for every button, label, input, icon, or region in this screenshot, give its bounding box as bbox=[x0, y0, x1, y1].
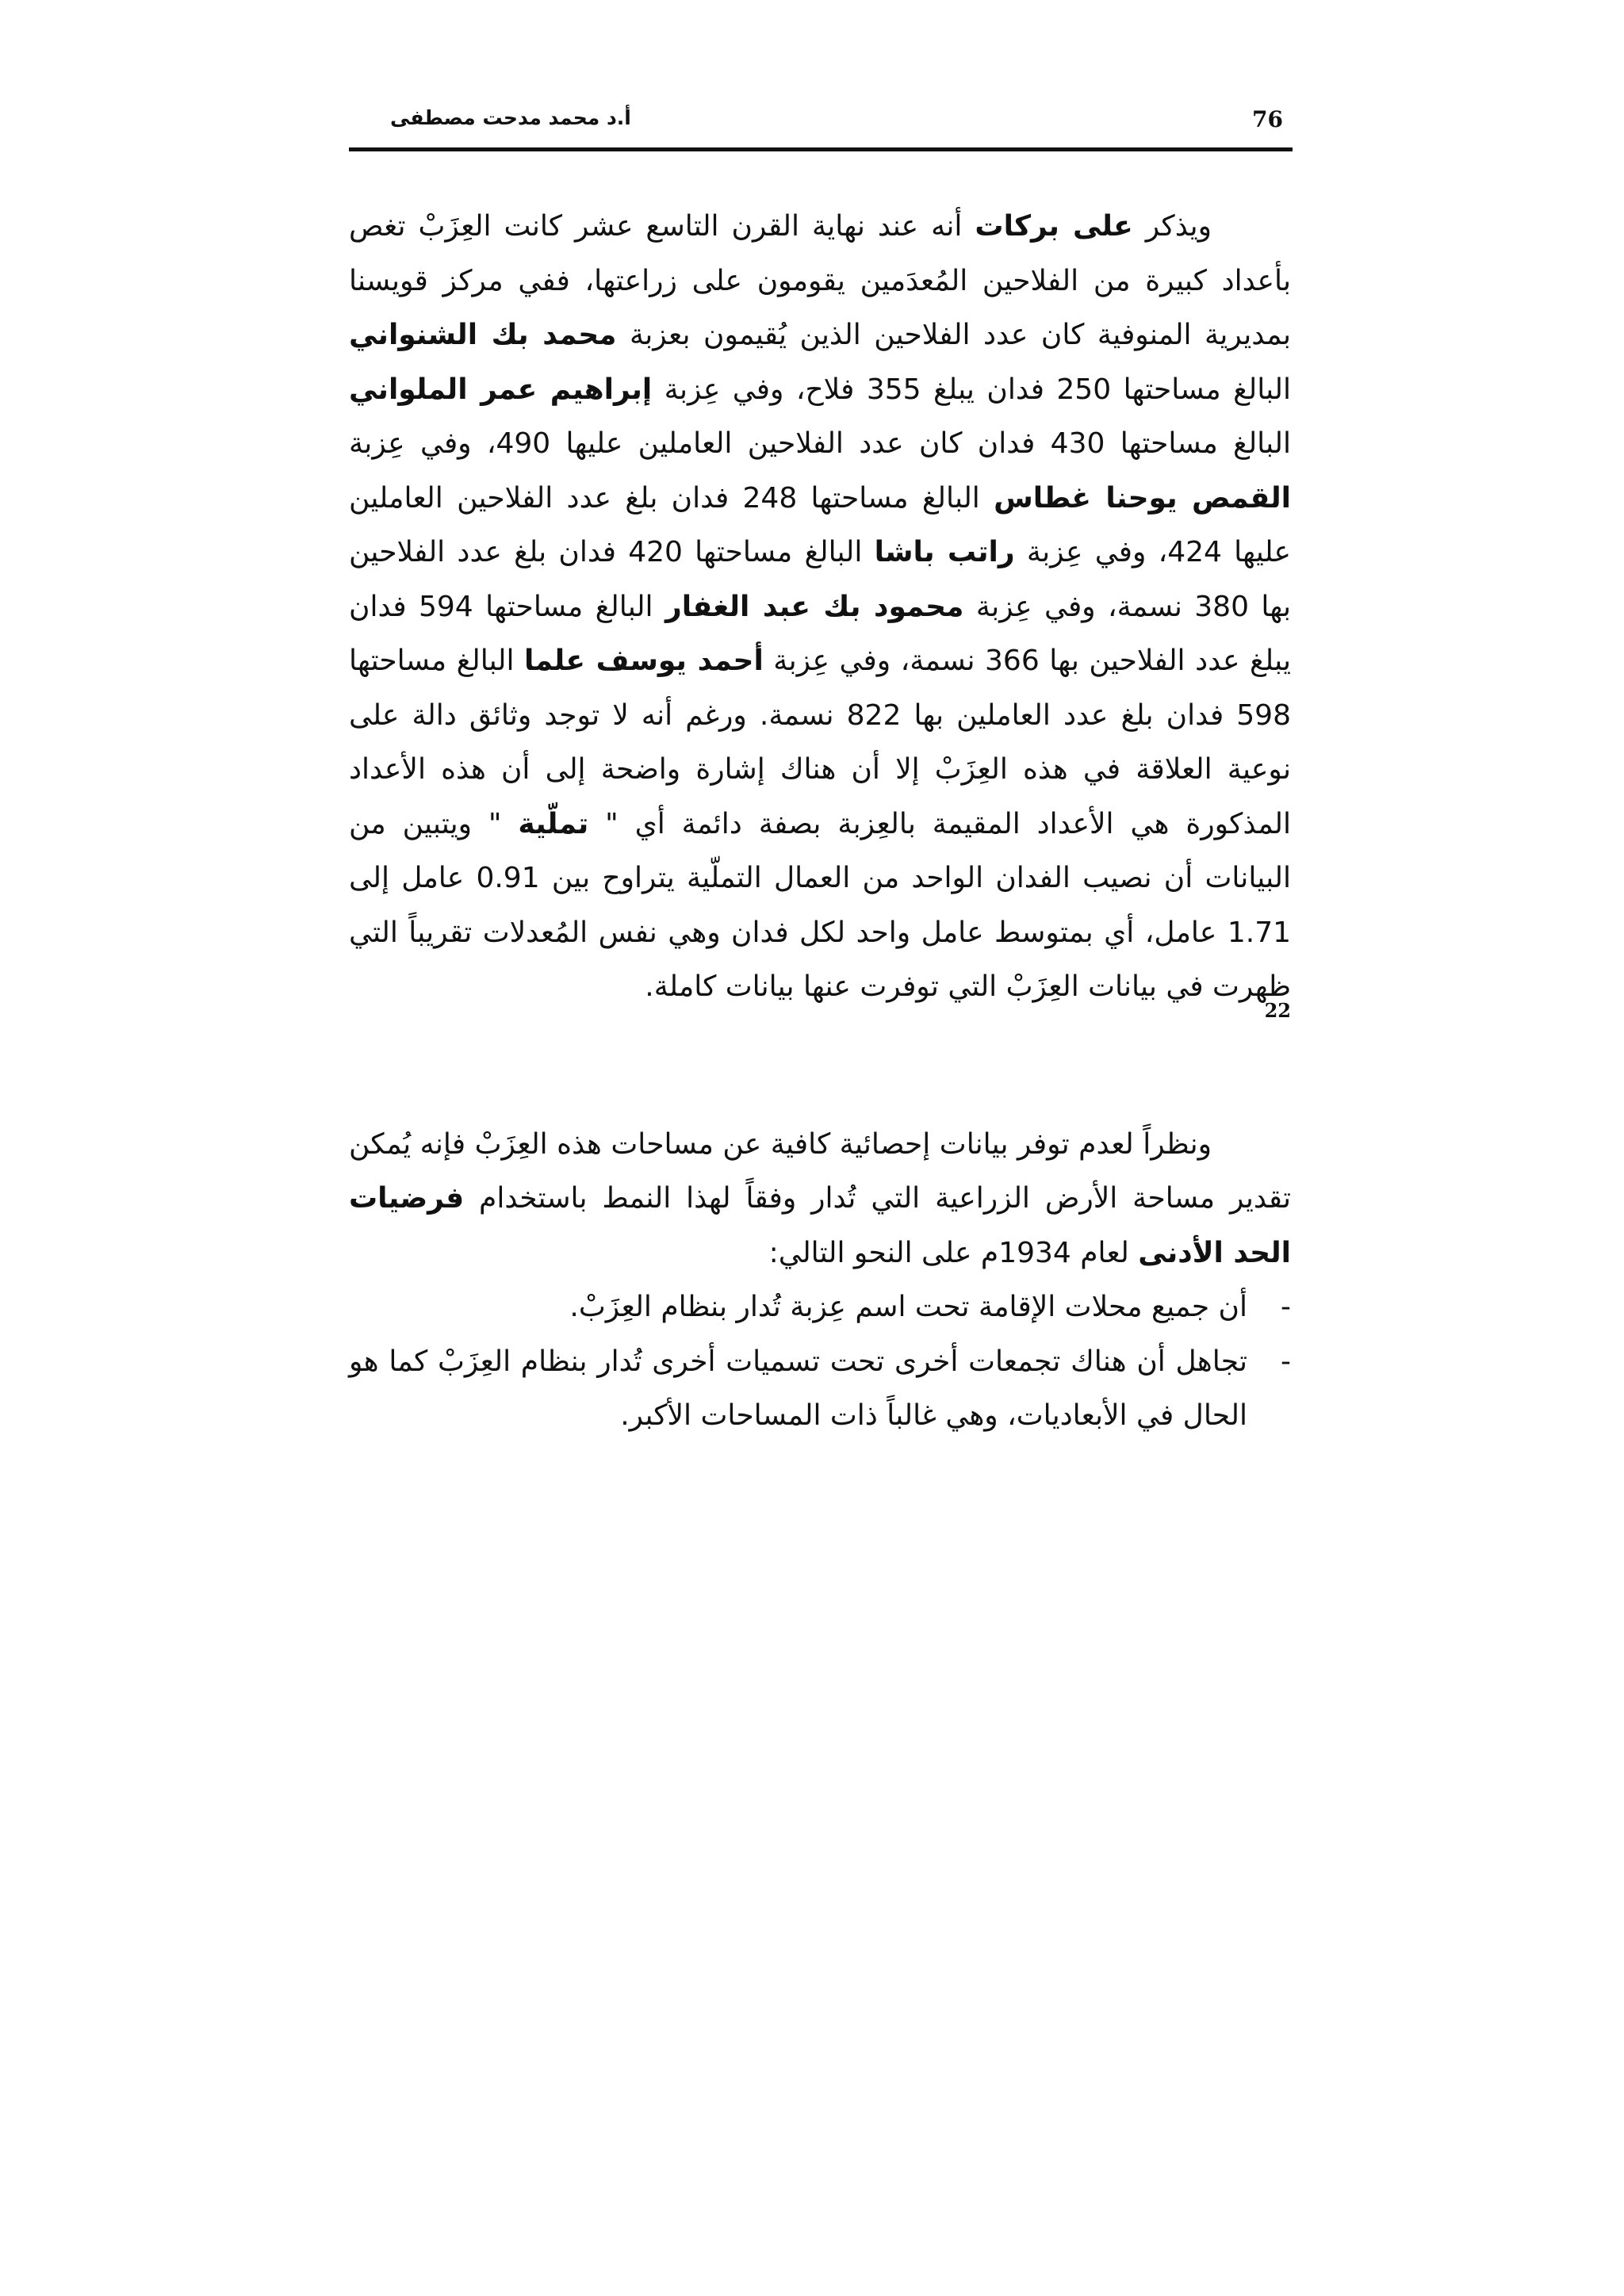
bold-name: محمود بك عبد الغفار bbox=[665, 590, 964, 623]
dash-bullet: - bbox=[1281, 1291, 1291, 1323]
text-run: البالغ مساحتها 248 فدان بلغ عدد الفلاحين العاملين عليها 424، وفي عِزبة bbox=[349, 481, 1292, 568]
text-run: أنه عند نهاية القرن التاسع عشر كانت العِزَبْ تغص بأعداد كبيرة من الفلاحين المُعدَمين يقومون على زراعتها، ففي مركز قويسنا بمديرية المنوفية كان عدد الفلاحين الذين يُقيمون بعزبة bbox=[349, 210, 1291, 351]
bold-name: إبراهيم عمر الملواني bbox=[349, 373, 653, 406]
text-run: " ويتبين من البيانات أن نصيب الفدان الواحد من العمال التملّية يتراوح بين 0.91 عامل إلى 1.71 عامل، أي بمتوسط عامل واحد لكل فدان وهي نفس المُعدلات تقريباً التي ظهرت في بيانات العِزَبْ التي توفرت عنها بيانات كاملة. bbox=[349, 807, 1291, 1003]
page-body bbox=[349, 200, 1291, 1444]
list-item bbox=[349, 1280, 1291, 1335]
page-number: 76 bbox=[1252, 106, 1283, 132]
page-header bbox=[349, 103, 1293, 151]
bold-name: راتب باشا bbox=[874, 536, 1015, 568]
dash-bullet: - bbox=[1281, 1345, 1291, 1378]
list-item-text: أن جميع محلات الإقامة تحت اسم عِزبة تُدار بنظام العِزَبْ. bbox=[569, 1291, 1247, 1323]
text-run: البالغ مساحتها 598 فدان بلغ عدد العاملين بها 822 نسمة. ورغم أنه لا توجد وثائق دالة على نوعية العلاقة في هذه العِزَبْ إلا أن هناك إشارة واضحة إلى أن هذه الأعداد المذكورة هي الأعداد المقيمة بالعِزبة بصفة دائمة أي " bbox=[349, 645, 1292, 840]
text-run: البالغ مساحتها 430 فدان كان عدد الفلاحين العاملين عليها 490، وفي عِزبة bbox=[349, 427, 1291, 460]
paragraph-2 bbox=[349, 1118, 1291, 1281]
author-name: أ.د محمد مدحت مصطفى bbox=[390, 106, 631, 129]
text-run: البالغ مساحتها 420 فدان بلغ عدد الفلاحين بها 380 نسمة، وفي عِزبة bbox=[349, 536, 1292, 623]
text-run: لعام 1934م على النحو التالي: bbox=[768, 1236, 1139, 1269]
list-item bbox=[349, 1335, 1291, 1444]
footnote-reference: 22 bbox=[1264, 998, 1291, 1022]
text-run: ويذكر bbox=[1132, 210, 1212, 243]
bold-term: فرضيات الحد الأدنى bbox=[349, 1182, 1291, 1269]
bold-term: تملّية bbox=[518, 807, 589, 840]
text-run: ونظراً لعدم توفر بيانات إحصائية كافية عن مساحات هذه العِزَبْ فإنه يُمكن تقدير مساحة الأرض الزراعية التي تُدار وفقاً لهذا النمط باستخدام bbox=[349, 1127, 1291, 1215]
list-item-text: تجاهل أن هناك تجمعات أخرى تحت تسميات أخرى تُدار بنظام العِزَبْ كما هو الحال في الأبعاديات، وهي غالباً ذات المساحات الأكبر. bbox=[349, 1345, 1247, 1432]
bold-name: محمد بك الشنواني bbox=[349, 319, 617, 351]
bold-name: أحمد يوسف علما bbox=[524, 645, 764, 677]
paragraph-1 bbox=[349, 200, 1291, 1023]
text-run: البالغ مساحتها 594 فدان يبلغ عدد الفلاحين بها 366 نسمة، وفي عِزبة bbox=[349, 590, 1291, 677]
text-run: البالغ مساحتها 250 فدان يبلغ 355 فلاح، وفي عِزبة bbox=[652, 373, 1291, 406]
bold-name: على بركات bbox=[975, 210, 1133, 243]
assumptions-list bbox=[349, 1280, 1291, 1444]
bold-name: القمص يوحنا غطاس bbox=[994, 481, 1292, 515]
